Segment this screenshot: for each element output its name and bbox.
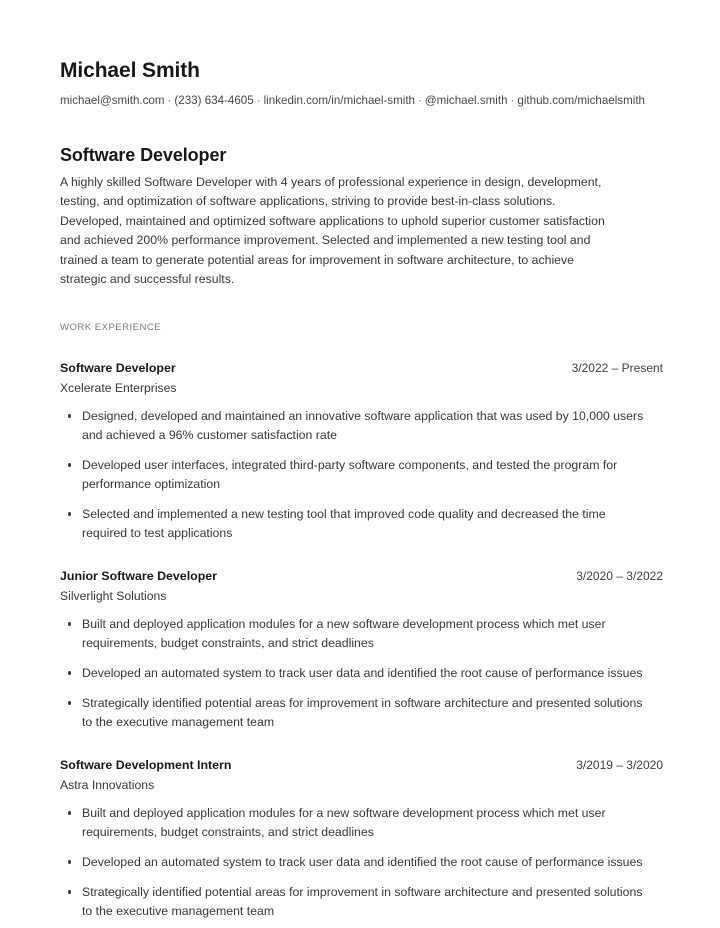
job-bullet: Built and deployed application modules for a new software development process which met user requirements, budget constraints, and strict deadlines (60, 804, 650, 842)
resume-header (60, 58, 663, 110)
bullet-dot-icon (68, 512, 71, 515)
job-dates: 3/2022 – Present (571, 361, 663, 376)
job-bullet-list (60, 407, 663, 543)
bullet-dot-icon (68, 622, 71, 625)
job-title: Software Developer (60, 361, 176, 376)
bullet-dot-icon (68, 811, 71, 814)
job-bullet: Selected and implemented a new testing tool that improved code quality and decreased the time required to test applications (60, 505, 650, 543)
job-title: Junior Software Developer (60, 569, 217, 584)
contact-item[interactable]: github.com/michaelsmith (517, 94, 645, 107)
contact-item[interactable]: michael@smith.com (60, 94, 165, 107)
work-experience-list (60, 360, 663, 921)
contact-separator: · (510, 94, 515, 107)
bullet-dot-icon (68, 671, 71, 674)
bullet-dot-icon (68, 701, 71, 704)
job-bullet: Strategically identified potential areas for improvement in software architecture and presented solutions to the executive management team (60, 694, 650, 732)
bullet-dot-icon (68, 890, 71, 893)
bullet-dot-icon (68, 463, 71, 466)
job-bullet: Developed an automated system to track user data and identified the root cause of performance issues (60, 853, 650, 872)
job-bullet: Strategically identified potential areas for improvement in software architecture and presented solutions to the executive management team (60, 883, 650, 921)
job-header-row (60, 360, 663, 376)
job-dates: 3/2019 – 3/2020 (576, 758, 663, 773)
contact-separator: · (418, 94, 422, 107)
contact-separator: · (167, 94, 172, 107)
work-experience-entry (60, 360, 663, 543)
profile-summary: A highly skilled Software Developer with 4 years of professional experience in design, development, testing, and optimization of software applications, striving to provide best-in-class solutions. Developed, maintained and optimized software applications to uphold superior customer satisfaction and achieved 200% performance improvement. Selected and implemented a new testing tool and trained a team to generate potential areas for improvement in software architecture, to achieve strategic and successful results. (60, 175, 605, 287)
contact-item[interactable]: (233) 634-4605 (174, 94, 254, 107)
job-headline: Software Developer (60, 145, 227, 165)
job-bullet: Developed an automated system to track user data and identified the root cause of performance issues (60, 664, 650, 683)
job-header-row (60, 757, 663, 773)
contact-item[interactable]: @michael.smith (424, 94, 508, 107)
work-experience-entry (60, 757, 663, 921)
job-bullet-list (60, 804, 663, 921)
bullet-dot-icon (68, 414, 71, 417)
job-dates: 3/2020 – 3/2022 (576, 569, 663, 584)
candidate-name: Michael Smith (60, 59, 200, 82)
job-company: Astra Innovations (60, 778, 155, 793)
bullet-dot-icon (68, 860, 71, 863)
contact-item[interactable]: linkedin.com/in/michael-smith (263, 94, 416, 107)
profile-section (60, 144, 663, 289)
job-bullet: Developed user interfaces, integrated third-party software components, and tested the program for performance optimization (60, 456, 650, 494)
job-company: Xcelerate Enterprises (60, 381, 177, 396)
contact-separator: · (256, 94, 261, 107)
job-bullet-list (60, 615, 663, 732)
job-company: Silverlight Solutions (60, 589, 167, 604)
section-title-work-experience: WORK EXPERIENCE (60, 322, 162, 334)
job-title: Software Development Intern (60, 758, 232, 773)
job-bullet: Built and deployed application modules for a new software development process which met user requirements, budget constraints, and strict deadlines (60, 615, 650, 653)
job-header-row (60, 568, 663, 584)
job-bullet: Designed, developed and maintained an innovative software application that was used by 10,000 users and achieved a 96% customer satisfaction rate (60, 407, 650, 445)
work-experience-entry (60, 568, 663, 732)
contact-line (60, 91, 660, 110)
